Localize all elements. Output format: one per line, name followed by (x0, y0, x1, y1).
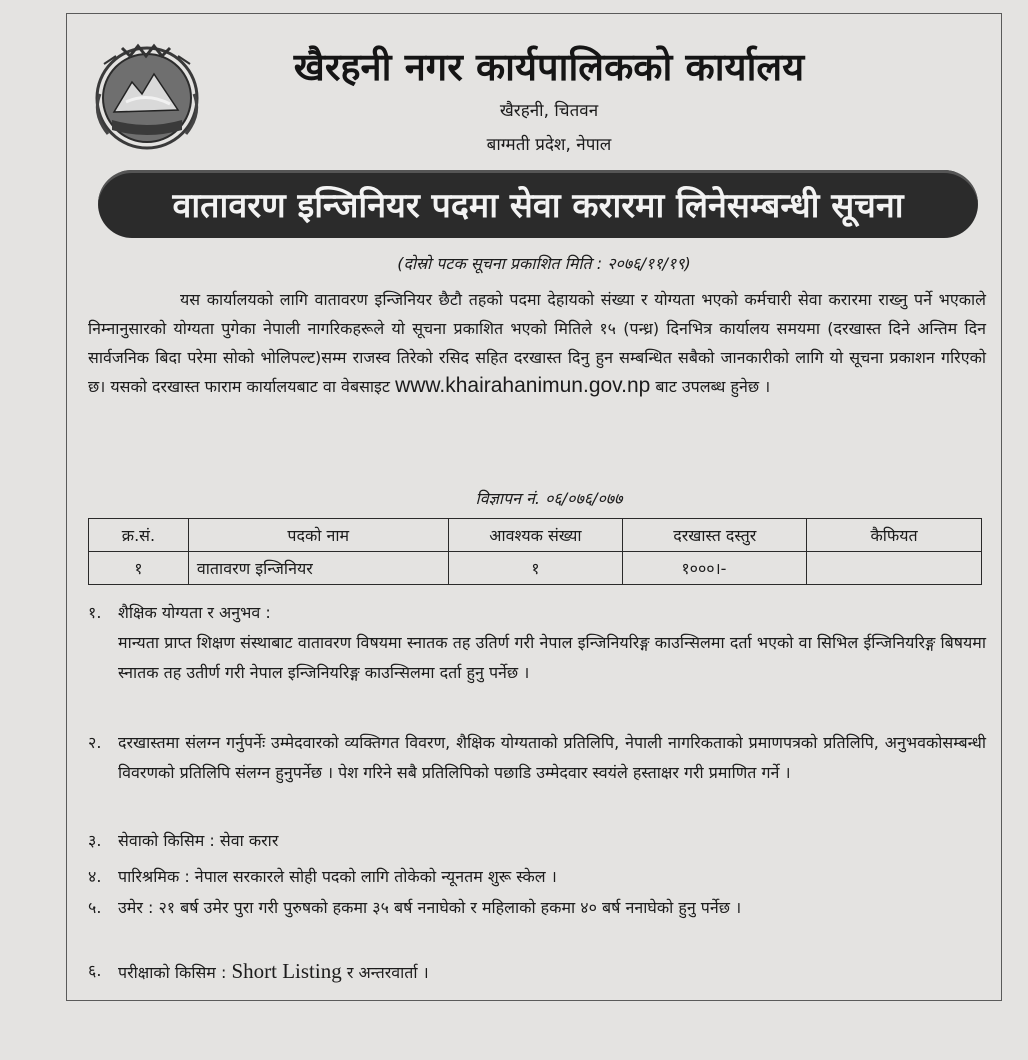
item-text (118, 956, 986, 988)
item-title: शैक्षिक योग्यता र अनुभव : (118, 603, 271, 622)
list-item (88, 598, 986, 688)
office-province: बाग्मती प्रदेश, नेपाल (486, 135, 612, 155)
cell-application-fee: १०००।- (623, 552, 807, 585)
item-number: ५. (88, 898, 102, 917)
office-title: खैरहनी नगर कार्यपालिकको कार्यालय (293, 45, 805, 89)
item-text: दरखास्तमा संलग्न गर्नुपर्नेः उम्मेदवारको व्यक्तिगत विवरण, शैक्षिक योग्यताको प्रतिलिपि, नेपाली नागरिकताको प्रमाणपत्रको प्रतिलिपि, अनुभवकोसम्बन्धी विवरणको प्रतिलिपि संलग्न हुनुपर्नेछ । पेश गरिने सबै प्रतिलिपिको पछाडि उम्मेदवार स्वयंले हस्ताक्षर गरी प्रमाणित गर्ने । (118, 733, 986, 782)
item-number: ४. (88, 867, 102, 886)
intro-paragraph (88, 286, 986, 402)
list-item (88, 893, 986, 923)
item-text: पारिश्रमिक : नेपाल सरकारले सोही पदको लागि तोकेको न्यूनतम शुरू स्केल । (118, 867, 557, 886)
advertisement-number: विज्ञापन नं. ०६/०७६/०७७ (475, 489, 623, 508)
cell-serial: १ (89, 552, 189, 585)
item-number: ३. (88, 831, 102, 850)
publication-date: (दोस्रो पटक सूचना प्रकाशित मिति : २०७६/११/१९) (397, 254, 691, 273)
item-number: १. (88, 603, 102, 622)
exam-type-label: परीक्षाको किसिम : (118, 963, 227, 982)
list-item (88, 862, 986, 892)
intro-text: यस कार्यालयको लागि वातावरण इन्जिनियर छैटौ तहको पदमा देहायको संख्या र योग्यता भएको कर्मचारी सेवा करारमा राख्नु पर्ने भएकाले निम्नानुसारको योग्यता पुगेका नेपाली नागरिकहरूले यो सूचना प्रकाशित भएको मितिले १५ (पन्ध्र) दिनभित्र कार्यालय समयमा (दरखास्त दिने अन्तिम दिन सार्वजनिक बिदा परेमा सोको भोलिपल्ट)सम्म राजस्व तिरेको रसिद सहित दरखास्त दिनु हुन सम्बन्धित सबैको जानकारीको लागि यो सूचना प्रकाशन गरिएको छ। यसको दरखास्त फाराम कार्यालयबाट वा वेबसाइट (88, 290, 986, 397)
item-number: २. (88, 733, 102, 752)
col-serial: क्र.सं. (89, 519, 189, 552)
list-item (88, 826, 986, 856)
item-number: ६. (88, 961, 102, 980)
list-item (88, 956, 986, 988)
col-post-name: पदको नाम (188, 519, 448, 552)
exam-type-english: Short Listing (231, 959, 342, 983)
notice-banner: वातावरण इन्जिनियर पदमा सेवा करारमा लिनेसम्बन्धी सूचना (98, 170, 978, 238)
col-required-count: आवश्यक संख्या (448, 519, 623, 552)
item-text: उमेर : २१ बर्ष उमेर पुरा गरी पुरुषको हकमा ३५ बर्ष ननाघेको र महिलाको हकमा ४० बर्ष ननाघेको हुनु पर्नेछ । (118, 898, 742, 917)
intro-tail: बाट उपलब्ध हुनेछ । (655, 377, 771, 397)
table-row (89, 552, 982, 585)
col-application-fee: दरखास्त दस्तुर (623, 519, 807, 552)
exam-type-suffix: र अन्तरवार्ता । (346, 963, 429, 982)
cell-required-count: १ (448, 552, 623, 585)
item-text: मान्यता प्राप्त शिक्षण संस्थाबाट वातावरण विषयमा स्नातक तह उतिर्ण गरी नेपाल इन्जिनियरिङ्ग काउन्सिलमा दर्ता भएको वा सिभिल ईन्जिनियरिङ्ग बिषयमा स्नातक तह उतीर्ण गरी नेपाल इन्जिनियरिङ्ग काउन्सिलमा दर्ता हुनु पर्नेछ । (118, 633, 986, 682)
cell-remarks (807, 552, 982, 585)
vacancy-table (88, 518, 982, 585)
table-header-row (89, 519, 982, 552)
item-text: सेवाको किसिम : सेवा करार (118, 831, 279, 850)
col-remarks: कैफियत (807, 519, 982, 552)
cell-post-name: वातावरण इन्जिनियर (188, 552, 448, 585)
website-url: www.khairahanimun.gov.np (395, 374, 651, 398)
list-item (88, 728, 986, 788)
office-location: खैरहनी, चितवन (499, 101, 599, 121)
